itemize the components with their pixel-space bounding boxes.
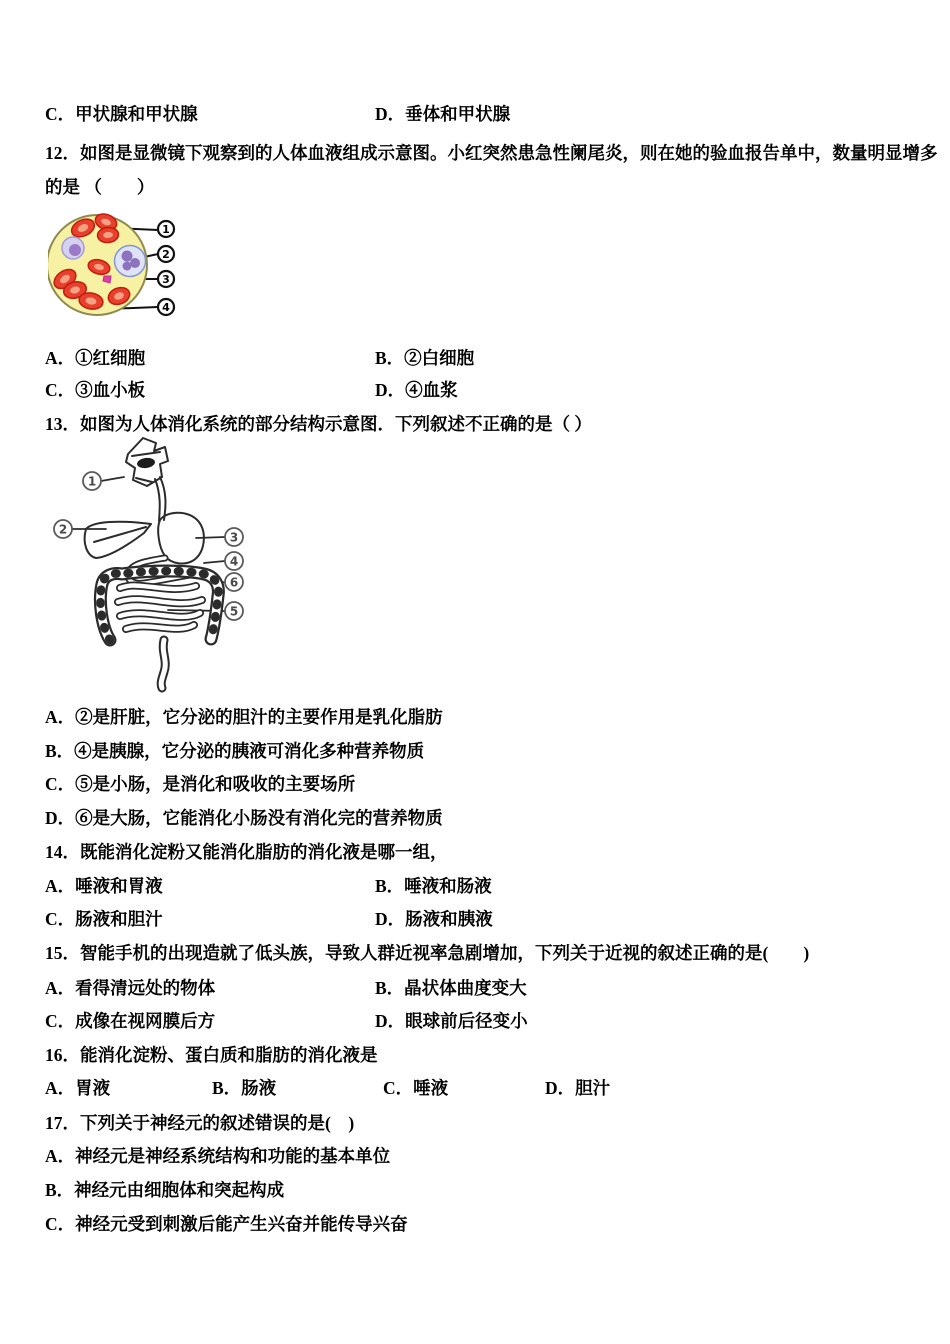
q16-stem: 16．能消化淀粉、蛋白质和脂肪的消化液是 [45,1045,378,1065]
blood-composition-figure [48,206,183,328]
liver [85,522,151,558]
q13-option-a: A．②是肝脏，它分泌的胆汁的主要作用是乳化脂肪 [45,707,443,727]
q17-option-c: C．神经元受到刺激后能产生兴奋并能传导兴奋 [45,1214,408,1234]
esophagus [155,477,165,521]
q12-option-d: D．④血浆 [375,380,458,400]
q13-option-c: C．⑤是小肠，是消化和吸收的主要场所 [45,774,356,794]
blood-label-1: 1 [162,223,170,236]
digestive-label-4: 4 [229,554,239,569]
prev-option-d: D．垂体和甲状腺 [375,104,511,124]
q17-option-a: A．神经元是神经系统结构和功能的基本单位 [45,1146,391,1166]
digestive-label-5: 5 [229,604,239,619]
q13-stem: 13．如图为人体消化系统的部分结构示意图．下列叙述不正确的是（ ） [45,414,592,434]
q12-option-a: A．①红细胞 [45,348,146,368]
q15-options-row-1 [45,975,950,1001]
q12-options-row-2 [45,377,950,403]
white-blood-cell-large [115,246,146,277]
q17-stem: 17．下列关于神经元的叙述错误的是( ) [45,1113,355,1133]
q12-options-row-1 [45,345,950,371]
q15-option-d: D．眼球前后径变小 [375,1011,528,1031]
prev-question-options-row [45,101,950,127]
q12-option-c: C．③血小板 [45,380,146,400]
q12-stem-line2: 的是 （ ） [45,177,155,197]
q15-options-row-2 [45,1008,950,1034]
q17-option-b: B．神经元由细胞体和突起构成 [45,1180,285,1200]
q15-stem: 15．智能手机的出现造就了低头族，导致人群近视率急剧增加，下列关于近视的叙述正确的是( ) [45,943,810,963]
q12-option-b: B．②白细胞 [375,348,475,368]
q12-stem-line1: 12．如图是显微镜下观察到的人体血液组成示意图。小红突然患急性阑尾炎，则在她的验血报告单中，数量明显增多 [45,143,938,163]
blood-label-4: 4 [162,301,170,314]
q15-option-a: A．看得清远处的物体 [45,978,216,998]
digestive-label-3: 3 [229,530,239,545]
q16-option-a: A．胃液 [45,1078,111,1098]
prev-option-c: C．甲状腺和甲状腺 [45,104,198,124]
digestive-system-figure [48,432,293,697]
white-blood-cell-small [62,237,84,259]
q16-option-c: C．唾液 [383,1078,449,1098]
digestive-label-1: 1 [87,474,97,489]
q14-options-row-2 [45,906,950,932]
rectum [161,640,165,688]
blood-label-2: 2 [162,248,170,261]
q14-option-c: C．肠液和胆汁 [45,909,163,929]
blood-figure-labels [158,221,174,315]
q14-option-a: A．唾液和胃液 [45,876,163,896]
q14-stem: 14．既能消化淀粉又能消化脂肪的消化液是哪一组， [45,842,448,862]
digestive-label-2: 2 [58,522,68,537]
q14-option-b: B．唾液和肠液 [375,876,492,896]
q16-option-b: B．肠液 [212,1078,277,1098]
digestive-label-6: 6 [229,575,239,590]
q15-option-c: C．成像在视网膜后方 [45,1011,216,1031]
q13-option-d: D．⑥是大肠，它能消化小肠没有消化完的营养物质 [45,808,443,828]
q16-option-d: D．胆汁 [545,1078,611,1098]
q14-option-d: D．肠液和胰液 [375,909,493,929]
q16-options-row [45,1075,950,1101]
blood-label-3: 3 [162,273,170,286]
small-intestine [118,586,202,629]
q15-option-b: B．晶状体曲度变大 [375,978,527,998]
q13-option-b: B．④是胰腺，它分泌的胰液可消化多种营养物质 [45,741,425,761]
q14-options-row-1 [45,873,950,899]
